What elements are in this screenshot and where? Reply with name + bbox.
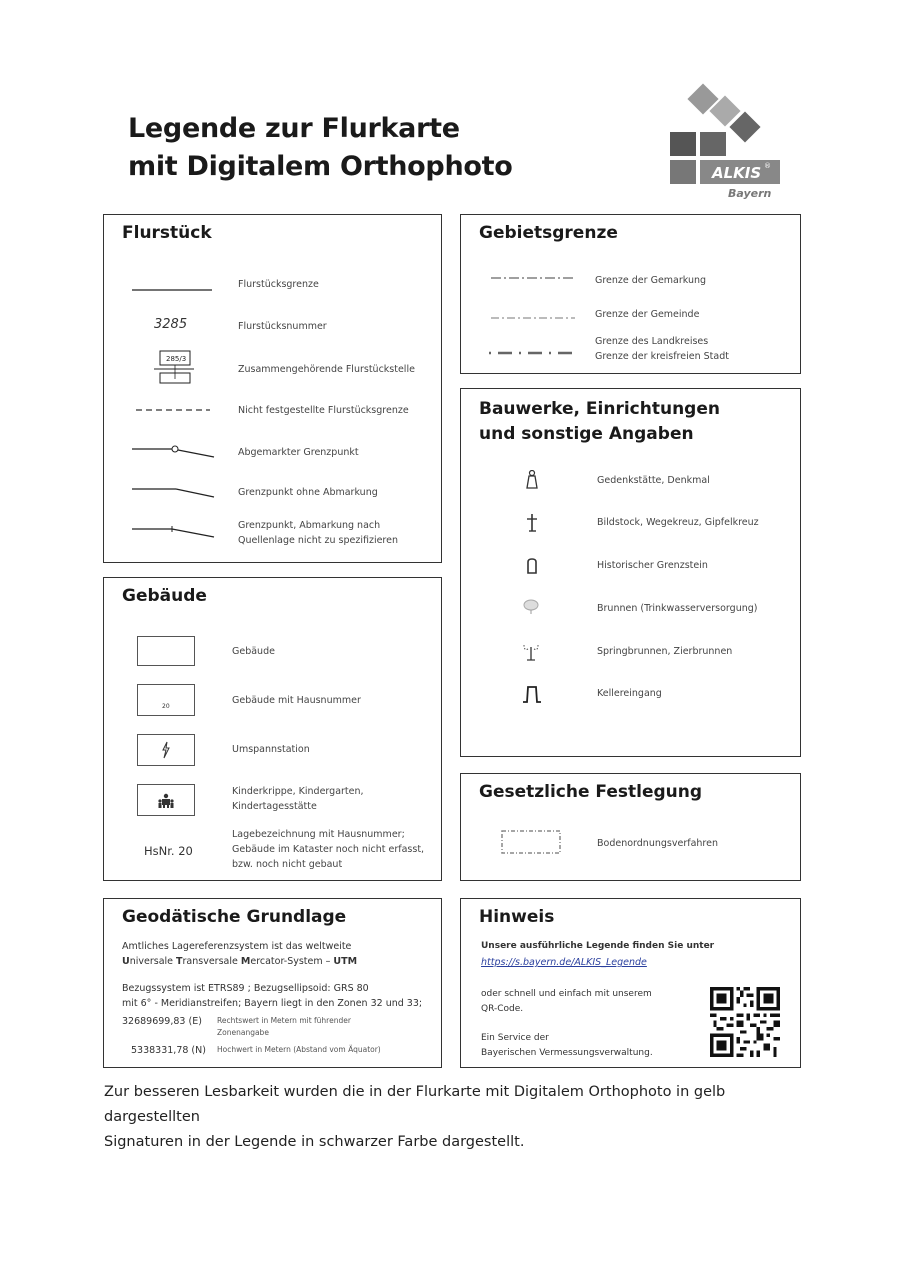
brunnen-label: Brunnen (Trinkwasserversorgung) [597, 603, 758, 614]
substation-symbol [137, 734, 195, 766]
logo-sub: Bayern [728, 187, 772, 200]
gesetzliche-festlegung-title: Gesetzliche Festlegung [479, 782, 703, 802]
gebaeude-title: Gebäude [122, 586, 207, 606]
kellereingang-label: Kellereingang [597, 688, 662, 699]
building-symbol [137, 636, 195, 666]
fountain-icon [521, 643, 541, 661]
lagebezeichnung-label: Lagebezeichnung mit Hausnummer; Gebäude im Kataster noch nicht erfasst, bzw. noch nicht gebaut [232, 829, 425, 870]
gebaeude-hausnummer-label: Gebäude mit Hausnummer [232, 695, 361, 706]
kinderkrippe-label: Kinderkrippe, Kindergarten, Kindertagesstätte [232, 786, 364, 812]
hinweis-service-text: Ein Service der Bayerischen Vermessungsverwaltung. [481, 1033, 653, 1058]
district-boundary-symbol [489, 350, 575, 356]
children-icon [156, 793, 176, 809]
unspecified-boundary-point-symbol [132, 523, 216, 539]
cellar-entrance-icon [521, 684, 543, 704]
legend-link[interactable]: https://s.bayern.de/ALKIS_Legende [481, 957, 647, 968]
north-coordinate-value: 5338331,78 (N) [131, 1045, 206, 1056]
building-house-number-symbol: 20 [137, 684, 195, 716]
parcel-number-symbol: 3285 [154, 317, 188, 332]
bauwerke-title: Bauwerke, Einrichtungen und sonstige Angaben [479, 399, 720, 444]
gesetzliche-festlegung-section [460, 773, 801, 881]
umspannstation-label: Umspannstation [232, 744, 310, 755]
east-coordinate-value: 32689699,83 (E) [122, 1016, 202, 1027]
north-coordinate-description: Hochwert in Metern (Abstand vom Äquator) [217, 1045, 381, 1054]
gemeinde-label: Grenze der Gemeinde [595, 309, 700, 320]
boundary-stone-icon [525, 557, 539, 575]
logo-sup: ® [764, 162, 771, 170]
lightning-icon [160, 741, 172, 759]
gebietsgrenze-section [460, 214, 801, 374]
joined-parcel-symbol [154, 349, 196, 389]
unmarked-boundary-point-symbol [132, 483, 216, 499]
logo-text: ALKIS [712, 164, 762, 182]
kindergarten-symbol [137, 784, 195, 816]
geodaetisch-title: Geodätische Grundlage [122, 907, 347, 927]
hinweis-section [460, 898, 801, 1068]
title-line-1: Legende zur Flurkarte [128, 113, 460, 144]
flurstuecksnummer-label: Flurstücksnummer [238, 321, 327, 332]
gedenkstaette-label: Gedenkstätte, Denkmal [597, 475, 710, 486]
svg-text:285/3: 285/3 [166, 355, 187, 363]
landkreis-label: Grenze des Landkreises Grenze der kreisfreien Stadt [595, 336, 729, 362]
municipality-boundary-symbol [491, 315, 575, 321]
springbrunnen-label: Springbrunnen, Zierbrunnen [597, 646, 733, 657]
geodaetische-grundlage-section [103, 898, 442, 1068]
wayside-cross-icon [525, 513, 539, 533]
page-title [128, 110, 512, 186]
flurstueck-section [103, 214, 442, 563]
title-line-2: mit Digitalem Orthophoto [128, 151, 513, 182]
grenzstein-label: Historischer Grenzstein [597, 560, 708, 571]
hinweis-bold-line: Unsere ausführliche Legende finden Sie unter [481, 941, 715, 951]
abgemarkter-grenzpunkt-label: Abgemarkter Grenzpunkt [238, 447, 359, 458]
flurstuecksgrenze-label: Flurstücksgrenze [238, 279, 319, 290]
memorial-icon [525, 470, 539, 490]
bodenordnung-label: Bodenordnungsverfahren [597, 838, 718, 849]
grenzpunkt-ohne-abmarkung-label: Grenzpunkt ohne Abmarkung [238, 487, 378, 498]
flurstueck-title: Flurstück [122, 223, 212, 243]
grenzpunkt-unspezifiziert-label: Grenzpunkt, Abmarkung nach Quellenlage nicht zu spezifizieren [238, 520, 398, 546]
well-icon [522, 599, 540, 615]
undetermined-boundary-symbol [136, 407, 212, 413]
gebaeude-label: Gebäude [232, 646, 275, 657]
zusammengehoerend-label: Zusammengehörende Flurstückstelle [238, 364, 415, 375]
qr-code-icon[interactable] [710, 987, 780, 1057]
cadastral-district-boundary-symbol [491, 275, 575, 281]
parcel-boundary-symbol [132, 287, 214, 293]
hinweis-qr-text: oder schnell und einfach mit unserem QR-Code. [481, 989, 652, 1014]
alkis-logo [664, 80, 794, 205]
house-number-text-symbol: HsNr. 20 [144, 844, 193, 858]
land-consolidation-symbol [499, 828, 565, 858]
bildstock-label: Bildstock, Wegekreuz, Gipfelkreuz [597, 517, 759, 528]
east-coordinate-description: Rechtswert in Metern mit führender Zonenangabe [217, 1016, 351, 1037]
gebietsgrenze-title: Gebietsgrenze [479, 223, 618, 243]
geodaetisch-paragraph-2: Bezugssystem ist ETRS89 ; Bezugsellipsoid: GRS 80 mit 6° - Meridianstreifen; Bayern liegt in den Zonen 32 und 33; [122, 983, 423, 1009]
hinweis-title: Hinweis [479, 907, 555, 927]
bauwerke-section [460, 388, 801, 757]
gebaeude-section [103, 577, 442, 881]
gemarkung-label: Grenze der Gemarkung [595, 275, 707, 286]
nicht-festgestellt-label: Nicht festgestellte Flurstücksgrenze [238, 405, 409, 416]
footer-note: Zur besseren Lesbarkeit wurden die in der Flurkarte mit Digitalem Orthophoto in gelb dargestellten Signaturen in der Legende in schwarzer Farbe dargestellt. [104, 1084, 726, 1150]
geodaetisch-paragraph-1: Amtliches Lagereferenzsystem ist das weltweite Universale Transversale Mercator-System – UTM [122, 941, 358, 967]
marked-boundary-point-symbol [132, 443, 216, 459]
